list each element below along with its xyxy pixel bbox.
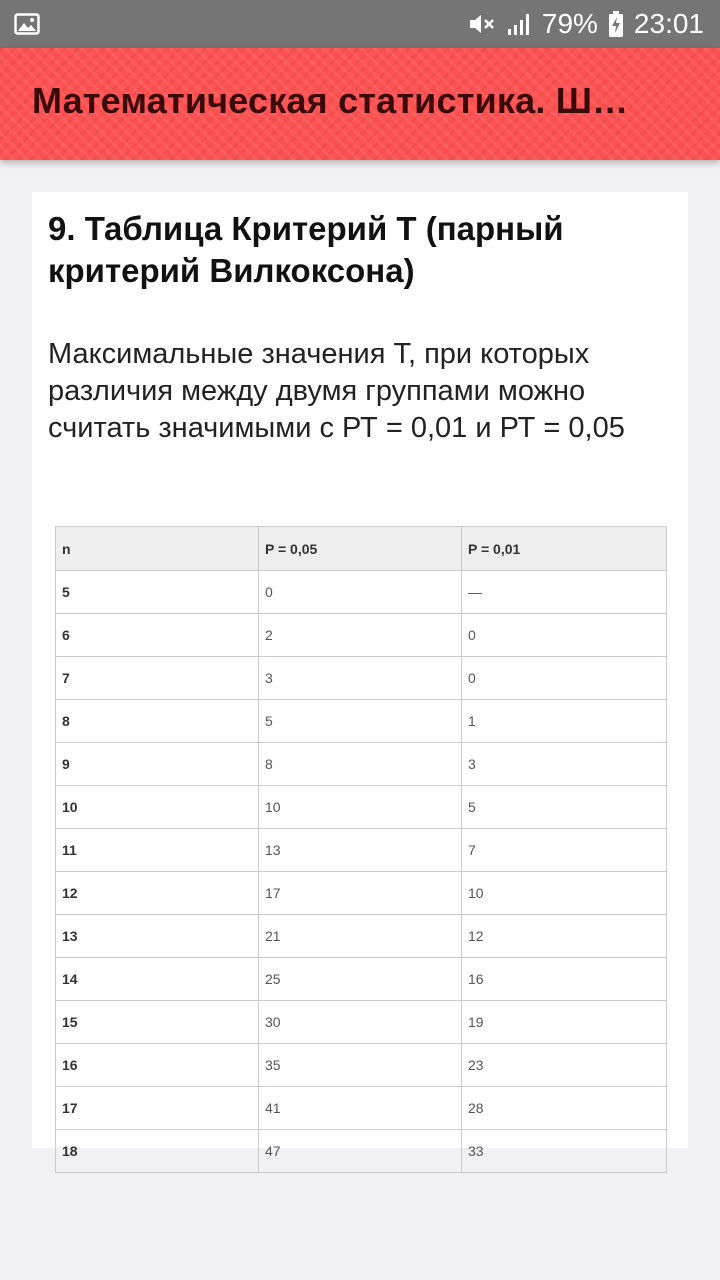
cell-p005: 35 xyxy=(259,1044,462,1087)
cell-n: 17 xyxy=(56,1087,259,1130)
cell-n: 16 xyxy=(56,1044,259,1087)
table-row xyxy=(56,700,667,743)
clock: 23:01 xyxy=(633,8,704,39)
battery-charging-icon xyxy=(608,10,624,38)
content-card[interactable] xyxy=(32,192,688,1159)
table-row xyxy=(56,743,667,786)
app-bar xyxy=(0,48,720,160)
cell-p005: 30 xyxy=(259,1001,462,1044)
cell-p001: 19 xyxy=(462,1001,667,1044)
cell-p001: 33 xyxy=(462,1130,667,1173)
cell-p005: 3 xyxy=(259,657,462,700)
table-row xyxy=(56,786,667,829)
cell-n: 13 xyxy=(56,915,259,958)
status-icons xyxy=(468,0,704,48)
cell-p005: 5 xyxy=(259,700,462,743)
cell-p005: 0 xyxy=(259,571,462,614)
cell-p001: 0 xyxy=(462,657,667,700)
cell-p001: 1 xyxy=(462,700,667,743)
cell-p005: 41 xyxy=(259,1087,462,1130)
article-title: 9. Таблица Критерий Т (парный критерий Вилкоксона) xyxy=(48,210,564,289)
mute-icon xyxy=(468,11,496,37)
cell-p005: 25 xyxy=(259,958,462,1001)
wilcoxon-table xyxy=(55,526,667,1173)
cell-n: 6 xyxy=(56,614,259,657)
header-n: n xyxy=(56,527,259,571)
table-row xyxy=(56,657,667,700)
cell-p005: 21 xyxy=(259,915,462,958)
cell-n: 14 xyxy=(56,958,259,1001)
cell-p005: 17 xyxy=(259,872,462,915)
cell-p001: 28 xyxy=(462,1087,667,1130)
header-p001: P = 0,01 xyxy=(462,527,667,571)
cell-p001: 0 xyxy=(462,614,667,657)
cell-n: 11 xyxy=(56,829,259,872)
cell-p005: 13 xyxy=(259,829,462,872)
table-row xyxy=(56,872,667,915)
table-row xyxy=(56,1044,667,1087)
cell-p005: 10 xyxy=(259,786,462,829)
table-row xyxy=(56,1087,667,1130)
cell-n: 18 xyxy=(56,1130,259,1173)
table-row xyxy=(56,829,667,872)
signal-icon xyxy=(506,11,532,37)
cell-p005: 8 xyxy=(259,743,462,786)
app-title: Математическая статистика. Ш… xyxy=(32,80,629,121)
cell-n: 12 xyxy=(56,872,259,915)
cell-n: 7 xyxy=(56,657,259,700)
cell-n: 5 xyxy=(56,571,259,614)
cell-p001: 12 xyxy=(462,915,667,958)
table-row xyxy=(56,1001,667,1044)
status-bar xyxy=(0,0,720,48)
cell-n: 15 xyxy=(56,1001,259,1044)
cell-p001: 16 xyxy=(462,958,667,1001)
cell-p001: 5 xyxy=(462,786,667,829)
table-row xyxy=(56,915,667,958)
table-row xyxy=(56,571,667,614)
cell-p001: 23 xyxy=(462,1044,667,1087)
header-p005: P = 0,05 xyxy=(259,527,462,571)
battery-percent: 79% xyxy=(541,8,598,39)
table-row xyxy=(56,958,667,1001)
table-row xyxy=(56,1130,667,1173)
article-description: Максимальные значения Т, при которых различия между двумя группами можно считать значимыми с РТ = 0,01 и РТ = 0,05 xyxy=(48,338,625,444)
cell-p001: 7 xyxy=(462,829,667,872)
cell-p001: 10 xyxy=(462,872,667,915)
cell-n: 9 xyxy=(56,743,259,786)
cell-p005: 2 xyxy=(259,614,462,657)
table-header-row xyxy=(56,527,667,571)
cell-p001: — xyxy=(462,571,667,614)
cell-n: 8 xyxy=(56,700,259,743)
cell-n: 10 xyxy=(56,786,259,829)
cell-p005: 47 xyxy=(259,1130,462,1173)
image-icon xyxy=(14,11,40,42)
cell-p001: 3 xyxy=(462,743,667,786)
table-row xyxy=(56,614,667,657)
